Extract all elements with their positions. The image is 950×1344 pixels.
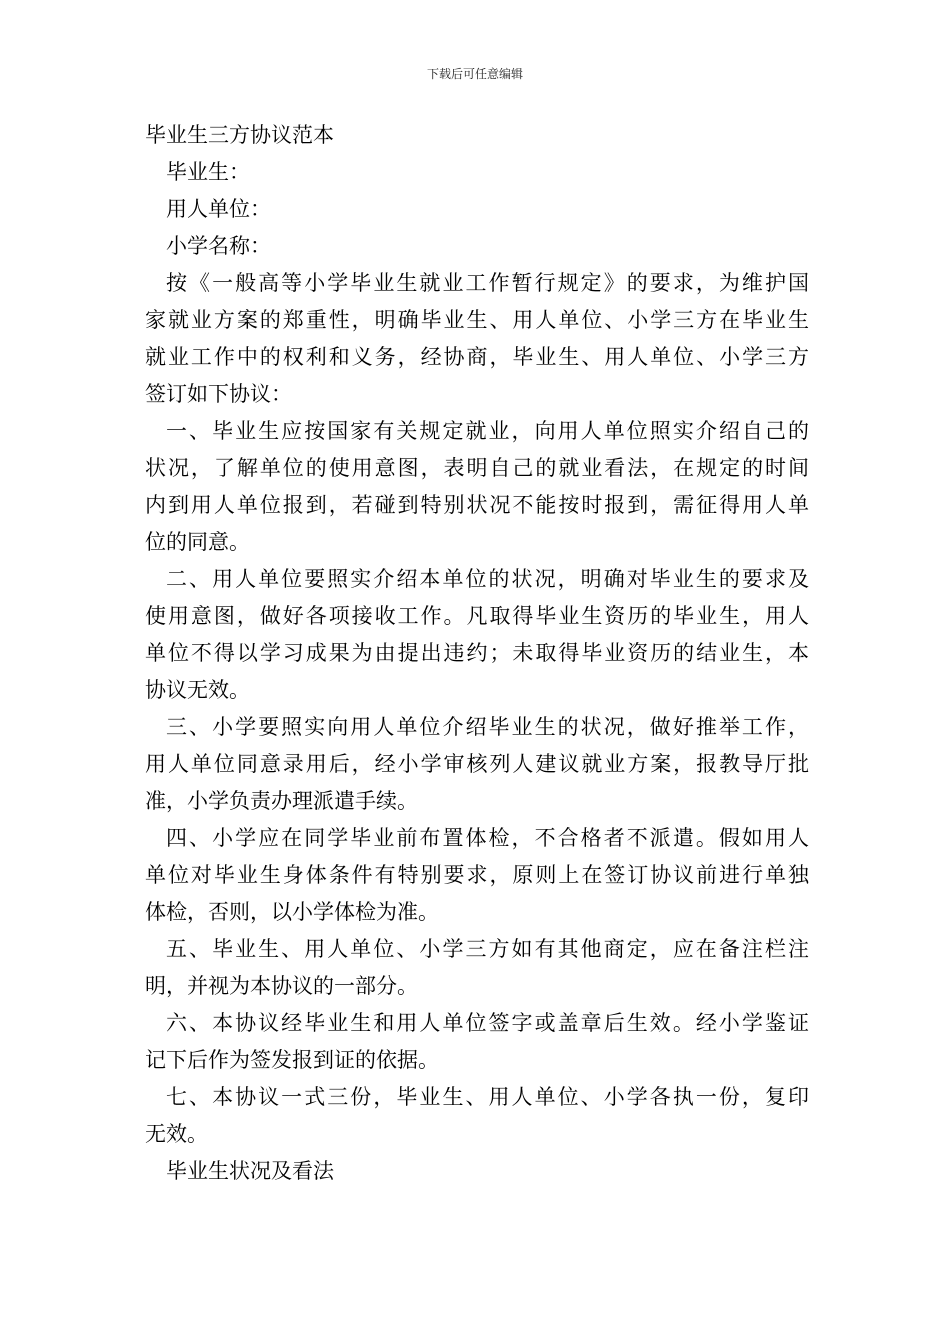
paragraph-line: 内到用人单位报到，若碰到特别状况不能按时报到，需征得用人单 [145, 493, 809, 517]
document-title: 毕业生三方协议范本 [145, 123, 334, 147]
clause-7 [145, 1079, 809, 1153]
field-school-name: 小学名称： [166, 234, 271, 258]
paragraph-line: 五、毕业生、用人单位、小学三方如有其他商定，应在备注栏注 [166, 937, 809, 961]
paragraph-line: 体检，否则，以小学体检为准。 [145, 900, 439, 924]
paragraph-line: 协议无效。 [145, 678, 250, 702]
clause-4 [145, 820, 809, 931]
paragraph-line: 使用意图，做好各项接收工作。凡取得毕业生资历的毕业生，用人 [145, 604, 809, 628]
paragraph-line: 一、毕业生应按国家有关规定就业，向用人单位照实介绍自己的 [166, 419, 809, 443]
paragraph-line: 用人单位同意录用后，经小学审核列人建议就业方案，报教导厅批 [145, 752, 809, 776]
clause-3 [145, 709, 809, 820]
paragraph-line: 六、本协议经毕业生和用人单位签字或盖章后生效。经小学鉴证 [166, 1011, 809, 1035]
paragraph-line: 明，并视为本协议的一部分。 [145, 974, 418, 998]
clause-2 [145, 561, 809, 709]
clause-1 [145, 413, 809, 561]
paragraph-line: 按《一般高等小学毕业生就业工作暂行规定》的要求，为维护国 [166, 271, 809, 295]
document-body [145, 117, 809, 1190]
field-employer: 用人单位： [166, 197, 271, 221]
paragraph-preamble [145, 265, 809, 413]
paragraph-line: 记下后作为签发报到证的依据。 [145, 1048, 439, 1072]
paragraph-line: 二、用人单位要照实介绍本单位的状况，明确对毕业生的要求及 [166, 567, 809, 591]
paragraph-line: 状况，了解单位的使用意图，表明自己的就业看法，在规定的时间 [145, 456, 809, 480]
paragraph-line: 就业工作中的权利和义务，经协商，毕业生、用人单位、小学三方 [145, 345, 809, 369]
paragraph-line: 无效。 [145, 1122, 208, 1146]
paragraph-line: 三、小学要照实向用人单位介绍毕业生的状况，做好推举工作， [166, 715, 809, 739]
paragraph-line: 七、本协议一式三份，毕业生、用人单位、小学各执一份，复印 [166, 1085, 809, 1109]
paragraph-line: 单位对毕业生身体条件有特别要求，原则上在签订协议前进行单独 [145, 863, 809, 887]
header-note: 下载后可任意编辑 [426, 67, 523, 81]
field-graduate: 毕业生： [166, 160, 250, 184]
paragraph-line: 家就业方案的郑重性，明确毕业生、用人单位、小学三方在毕业生 [145, 308, 809, 332]
paragraph-line: 四、小学应在同学毕业前布置体检，不合格者不派遣。假如用人 [166, 826, 809, 850]
paragraph-line: 准，小学负责办理派遣手续。 [145, 789, 418, 813]
clause-5 [145, 931, 809, 1005]
paragraph-line: 单位不得以学习成果为由提出违约；未取得毕业资历的结业生，本 [145, 641, 809, 665]
clause-6 [145, 1005, 809, 1079]
closing-heading: 毕业生状况及看法 [166, 1159, 334, 1183]
paragraph-line: 签订如下协议： [145, 382, 292, 406]
paragraph-line: 位的同意。 [145, 530, 250, 554]
